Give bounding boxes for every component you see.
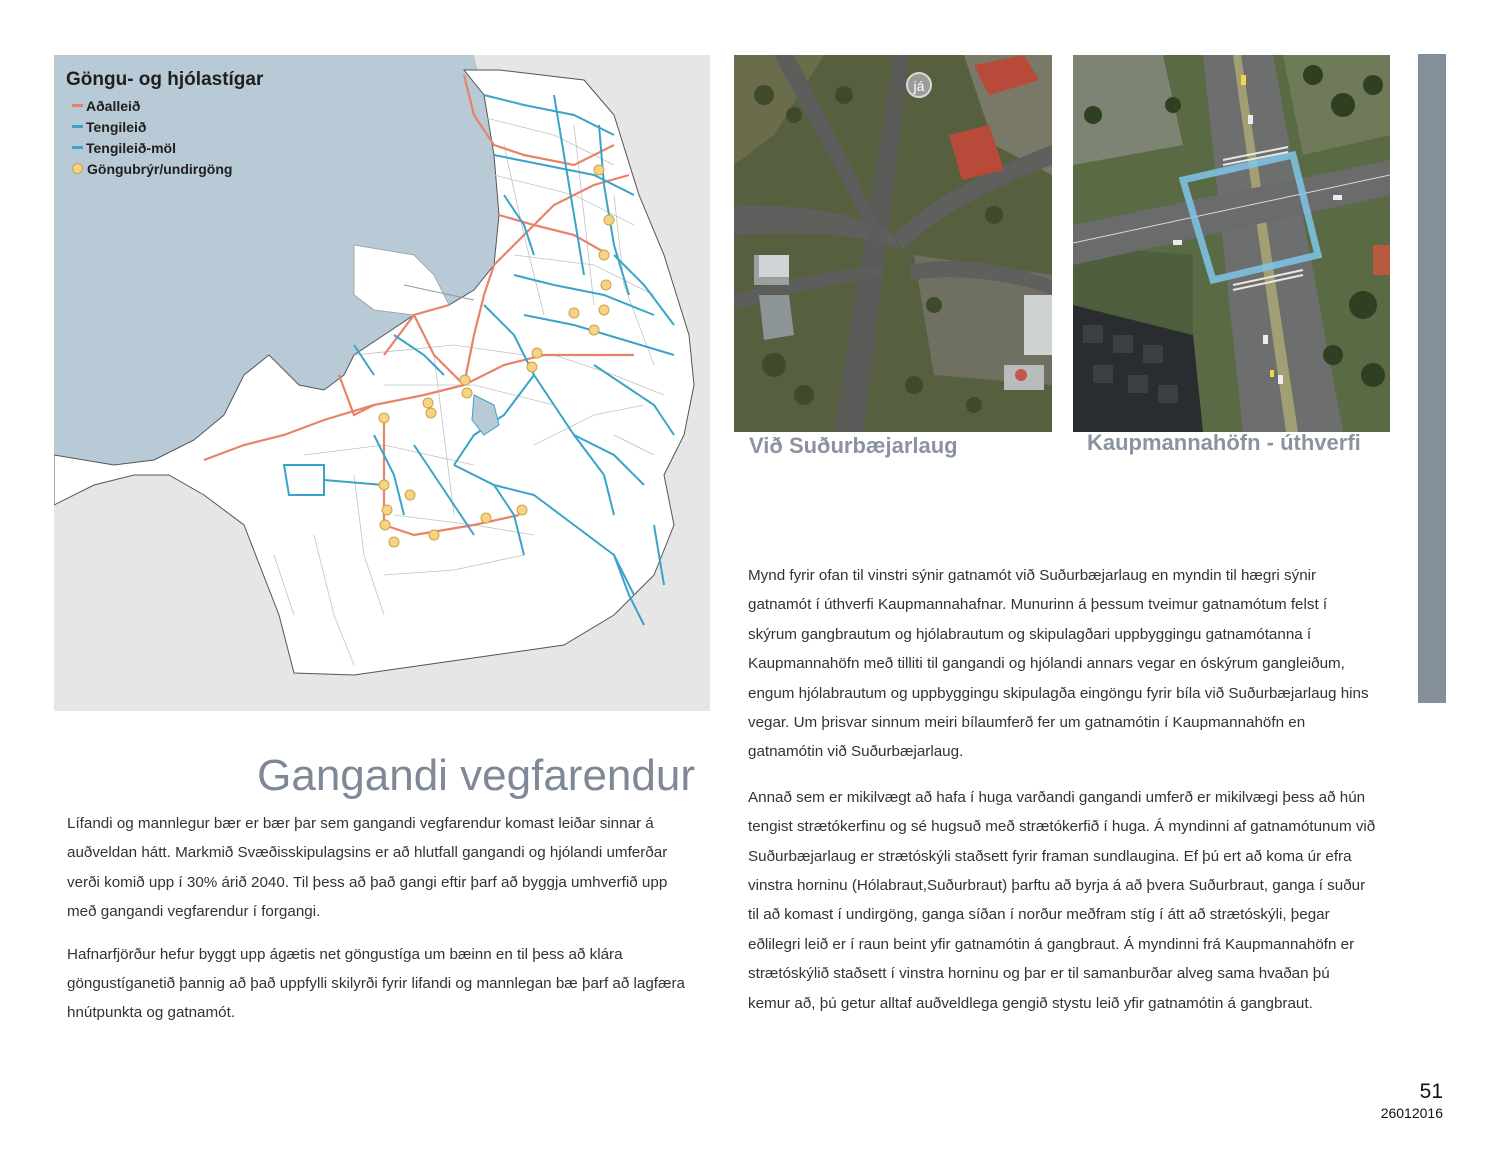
legend-item-gravel-connector (72, 137, 263, 158)
legend-item-main-route (72, 95, 263, 116)
line-swatch-icon (72, 125, 83, 128)
page-number: 51 (1419, 1080, 1443, 1103)
photo-caption-kaupmannahofn: Kaupmannahöfn - úthverfi (1087, 430, 1361, 455)
trail-network-map (54, 55, 710, 711)
left-paragraph: Lífandi og mannlegur bær er bær þar sem gangandi vegfarendur komast leiðar sinnar á auðveldan hátt. Markmið Svæðisskipulagsins er að hlutfall gangandi og hjólandi umferðar verði komið upp í 30% árið 2040. Til þess að það gangi eftir þarf að byggja umhverfið upp með gangandi vegfarendur í forgangi. (67, 815, 668, 921)
line-swatch-icon (72, 104, 83, 107)
legend-item-underpass (72, 158, 263, 179)
legend-label: Aðalleið (86, 97, 141, 114)
left-paragraph: Hafnarfjörður hefur byggt upp ágætis net göngustíga um bæinn en til þess að klára göngustíganetið þannig að það uppfylli skilyrði fyrir lifandi og mannlegan bæ þarf að lagfæra hnútpunkta og gatnamót. (67, 945, 686, 1022)
legend-label: Tengileið-möl (86, 139, 176, 156)
line-swatch-icon (72, 146, 83, 149)
aerial-photo-kaupmannahofn (1073, 55, 1390, 432)
legend-label: Tengileið (86, 118, 147, 135)
right-text-column (748, 561, 1376, 1018)
right-paragraph: Annað sem er mikilvægt að hafa í huga varðandi gangandi umferð er mikilvægi þess að hún tengist strætókerfinu og sé hugsuð með strætókerfið í huga. Á myndinni af gatnamótunum við Suðurbæjarlaug er strætóskýli staðsett fyrir framan sundlaugina. Ef þú ert að koma úr efra vinstra horninu (Hólabraut,Suðurbraut) þarftu að byrja á að þvera Suðurbraut, ganga í suður til að komast í undirgöng, ganga síðan í norður meðfram stíg í átt að strætóskýli, þegar eðlilegri leið er í raun beint yfir gatnamótin á gangbraut. Á myndinni frá Kaupmannahöfn er strætóskýlið staðsett í vinstra horninu og þar er til samanburðar alveg sama hvaðan þú kemur að, þú getur alltaf auðveldlega gengið stystu leið yfir gatnamótin á gangbraut. (748, 788, 1376, 1012)
legend-title: Göngu- og hjólastígar (66, 69, 264, 90)
right-paragraph: Mynd fyrir ofan til vinstri sýnir gatnamót við Suðurbæjarlaug en myndin til hægri sýnir gatnamót í úthverfi Kaupmannahafnar. Munurinn á þessum tveimur gatnamótum felst í skýrum gangbrautum og hjólabrautum og skipulagðari uppbyggingu gatnamótanna í Kaupmannahöfn með tilliti til gangandi og hjólandi annars vegar en óskýrum gangleiðum, engum hjólabrautum og uppbyggingu skipulagða eingöngu fyrir bíla við Suðurbæjarlaug hins vegar. Um þrisvar sinnum meiri bílaumferð fer um gatnamótin í Kaupmannahöfn en gatnamótin við Suðurbæjarlaug. (748, 567, 1369, 761)
page-date: 26012016 (1380, 1105, 1443, 1121)
watermark-logo: já (906, 72, 932, 98)
aerial-photo-sudurbaejarlaug (734, 55, 1052, 432)
legend-label: Göngubrýr/undirgöng (87, 160, 233, 177)
map-legend (66, 69, 263, 179)
section-heading: Gangandi vegfarendur (257, 751, 695, 800)
photo-caption-sudurbaejarlaug: Við Suðurbæjarlaug (749, 433, 958, 458)
side-accent-bar (1418, 54, 1446, 703)
left-text-column (67, 809, 697, 1028)
legend-item-connector (72, 116, 263, 137)
dot-marker-icon (72, 163, 83, 174)
